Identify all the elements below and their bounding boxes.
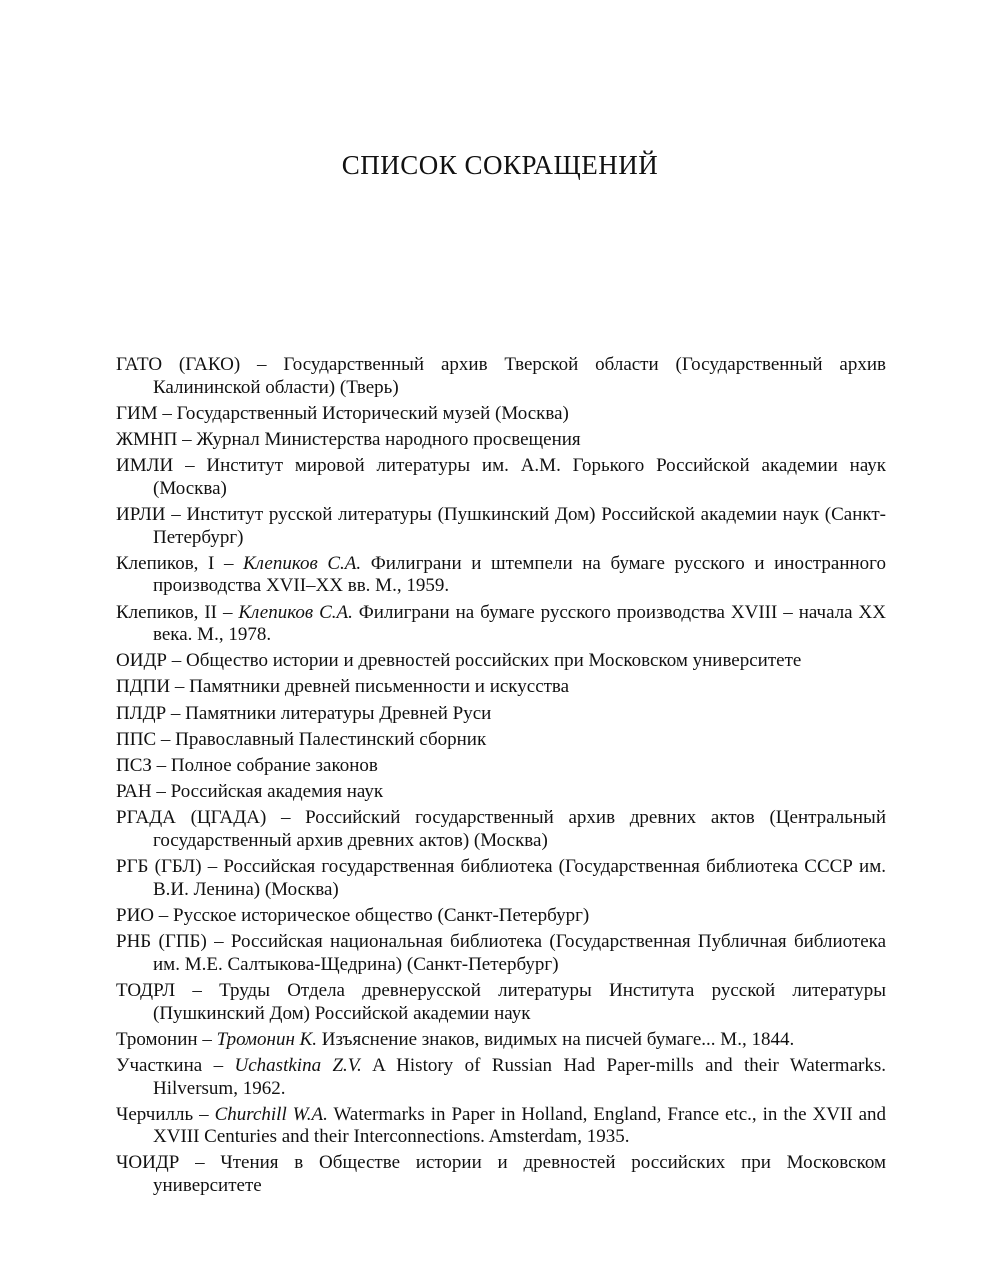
entry-text: Институт мировой литературы им. А.М. Горького Российской академии наук (Москва) (153, 455, 887, 499)
entry-author: Uchastkina Z.V. (234, 1054, 362, 1076)
entry-abbr: РАН (116, 781, 152, 803)
entry-sep: – (156, 728, 176, 750)
entry-abbr: ТОДРЛ (116, 979, 176, 1001)
entry-sep: – (170, 676, 190, 698)
entry-text: Памятники древней письменности и искусства (189, 676, 570, 698)
entry-abbr: Клепиков, I (116, 552, 215, 574)
entry-abbr: ГАТО (ГАКО) (116, 354, 241, 375)
entry-text: Филиграни и штемпели на бумаге русского и иностранного производства XVII–XX вв. М., 1959. (153, 552, 886, 597)
entry-abbr: ЧОИДР (116, 1152, 180, 1174)
entry-abbr: Тромонин (116, 1028, 198, 1050)
entry-text: Российская государственная библиотека (Государственная библиотека СССР им. В.И. Ленина) (Москва) (153, 856, 886, 900)
abbreviation-entry (116, 553, 886, 598)
entry-sep: – (197, 1028, 217, 1050)
abbreviation-entry (116, 703, 886, 726)
entry-abbr: ГИМ (116, 402, 158, 424)
abbreviation-entry (116, 1152, 886, 1197)
entry-abbr: ОИДР (116, 650, 167, 672)
abbreviation-entry (116, 980, 886, 1025)
entry-sep: – (154, 904, 174, 926)
abbreviation-entry (116, 729, 886, 752)
entry-sep: – (151, 781, 171, 803)
entry-sep: – (214, 552, 244, 574)
entry-abbr: РИО (116, 904, 155, 926)
abbreviation-entry (116, 1104, 886, 1149)
entry-abbr: Черчилль (116, 1103, 194, 1125)
abbreviation-entry (116, 676, 886, 699)
entry-sep: – (193, 1103, 215, 1125)
abbreviation-entry (116, 1055, 886, 1100)
abbreviation-entry (116, 755, 886, 778)
entry-text: Православный Палестинский сборник (175, 728, 487, 750)
entry-abbr: ПДПИ (116, 676, 171, 698)
abbreviation-entry (116, 931, 886, 976)
abbreviation-list (116, 354, 886, 1201)
entry-text: Чтения в Обществе истории и древностей российских при Московском университете (153, 1152, 886, 1197)
entry-sep: – (166, 650, 186, 672)
entry-text: Российская национальная библиотека (Государственная Публичная библиотека им. М.Е. Салтыкова-Щедрина) (Санкт-Петербург) (153, 931, 886, 975)
abbreviation-entry (116, 403, 886, 426)
entry-abbr: РГАДА (ЦГАДА) (116, 807, 267, 829)
entry-text: Государственный архив Тверской области (Государственный архив Калининской области) (Тверь) (153, 354, 886, 398)
entry-sep: – (151, 755, 171, 777)
entry-abbr: ППС (116, 728, 157, 750)
entry-text: Русское историческое общество (Санкт-Петербург) (173, 904, 590, 926)
entry-text: Институт русской литературы (Пушкинский Дом) Российской академии наук (Санкт-Петербург) (153, 503, 886, 548)
entry-text: Изъяснение знаков, видимых на писчей бумаге... М., 1844. (317, 1028, 795, 1050)
entry-abbr: РГБ (ГБЛ) (116, 856, 202, 878)
entry-text: Журнал Министерства народного просвещения (196, 428, 581, 450)
abbreviation-entry (116, 905, 886, 928)
entry-text: Российский государственный архив древних актов (Центральный государственный архив древних актов) (Москва) (153, 807, 886, 851)
abbreviation-entry (116, 429, 886, 452)
abbreviation-entry (116, 455, 886, 500)
page-title: СПИСОК СОКРАЩЕНИЙ (341, 150, 659, 180)
entry-sep: – (175, 979, 220, 1001)
entry-sep: – (217, 601, 239, 623)
abbreviation-entry (116, 807, 886, 852)
entry-abbr: Участкина (116, 1054, 203, 1076)
entry-author: Тромонин К. (216, 1028, 318, 1050)
abbreviation-entry (116, 650, 886, 673)
abbreviation-entry (116, 602, 886, 647)
abbreviation-entry (116, 856, 886, 901)
entry-text: Государственный Исторический музей (Москва) (176, 402, 569, 424)
entry-text: Труды Отдела древнерусской литературы Института русской литературы (Пушкинский Дом) Российской академии наук (153, 979, 886, 1024)
abbreviation-entry (116, 1029, 886, 1052)
entry-sep: – (166, 702, 186, 724)
entry-text: Памятники литературы Древней Руси (185, 702, 492, 724)
entry-sep: – (173, 455, 207, 477)
entry-abbr: ПЛДР (116, 702, 167, 724)
abbreviation-entry (116, 354, 886, 399)
entry-abbr: ИРЛИ (116, 503, 166, 525)
entry-author: Клепиков С.А. (238, 601, 353, 623)
entry-abbr: ИМЛИ (116, 455, 174, 477)
entry-sep: – (177, 428, 197, 450)
entry-text: Филиграни на бумаге русского производства XVIII – начала XX века. М., 1978. (153, 601, 886, 646)
entry-abbr: ЖМНП (116, 428, 178, 450)
entry-author: Churchill W.A. (214, 1103, 328, 1125)
entry-text: A History of Russian Had Paper-mills and their Watermarks. Hilversum, 1962. (153, 1054, 886, 1099)
entry-sep: – (179, 1152, 221, 1174)
entry-abbr: ПСЗ (116, 755, 152, 777)
entry-sep: – (201, 856, 224, 878)
entry-sep: – (165, 503, 187, 525)
entry-text: Watermarks in Paper in Holland, England, France etc., in the XVII and XVIII Centuries and their Interconnections. Amsterdam, 1935. (153, 1103, 887, 1148)
entry-abbr: Клепиков, II (116, 601, 218, 623)
entry-sep: – (157, 402, 177, 424)
entry-abbr: РНБ (ГПБ) (116, 931, 207, 953)
abbreviation-entry (116, 781, 886, 804)
entry-sep: – (206, 931, 231, 953)
entry-sep: – (240, 354, 284, 375)
entry-author: Клепиков С.А. (243, 552, 362, 574)
entry-sep: – (266, 807, 306, 829)
entry-text: Общество истории и древностей российских при Московском университете (185, 650, 802, 672)
abbreviation-entry (116, 504, 886, 549)
entry-text: Российская академия наук (170, 781, 384, 803)
entry-text: Полное собрание законов (170, 755, 378, 777)
entry-sep: – (202, 1054, 235, 1076)
